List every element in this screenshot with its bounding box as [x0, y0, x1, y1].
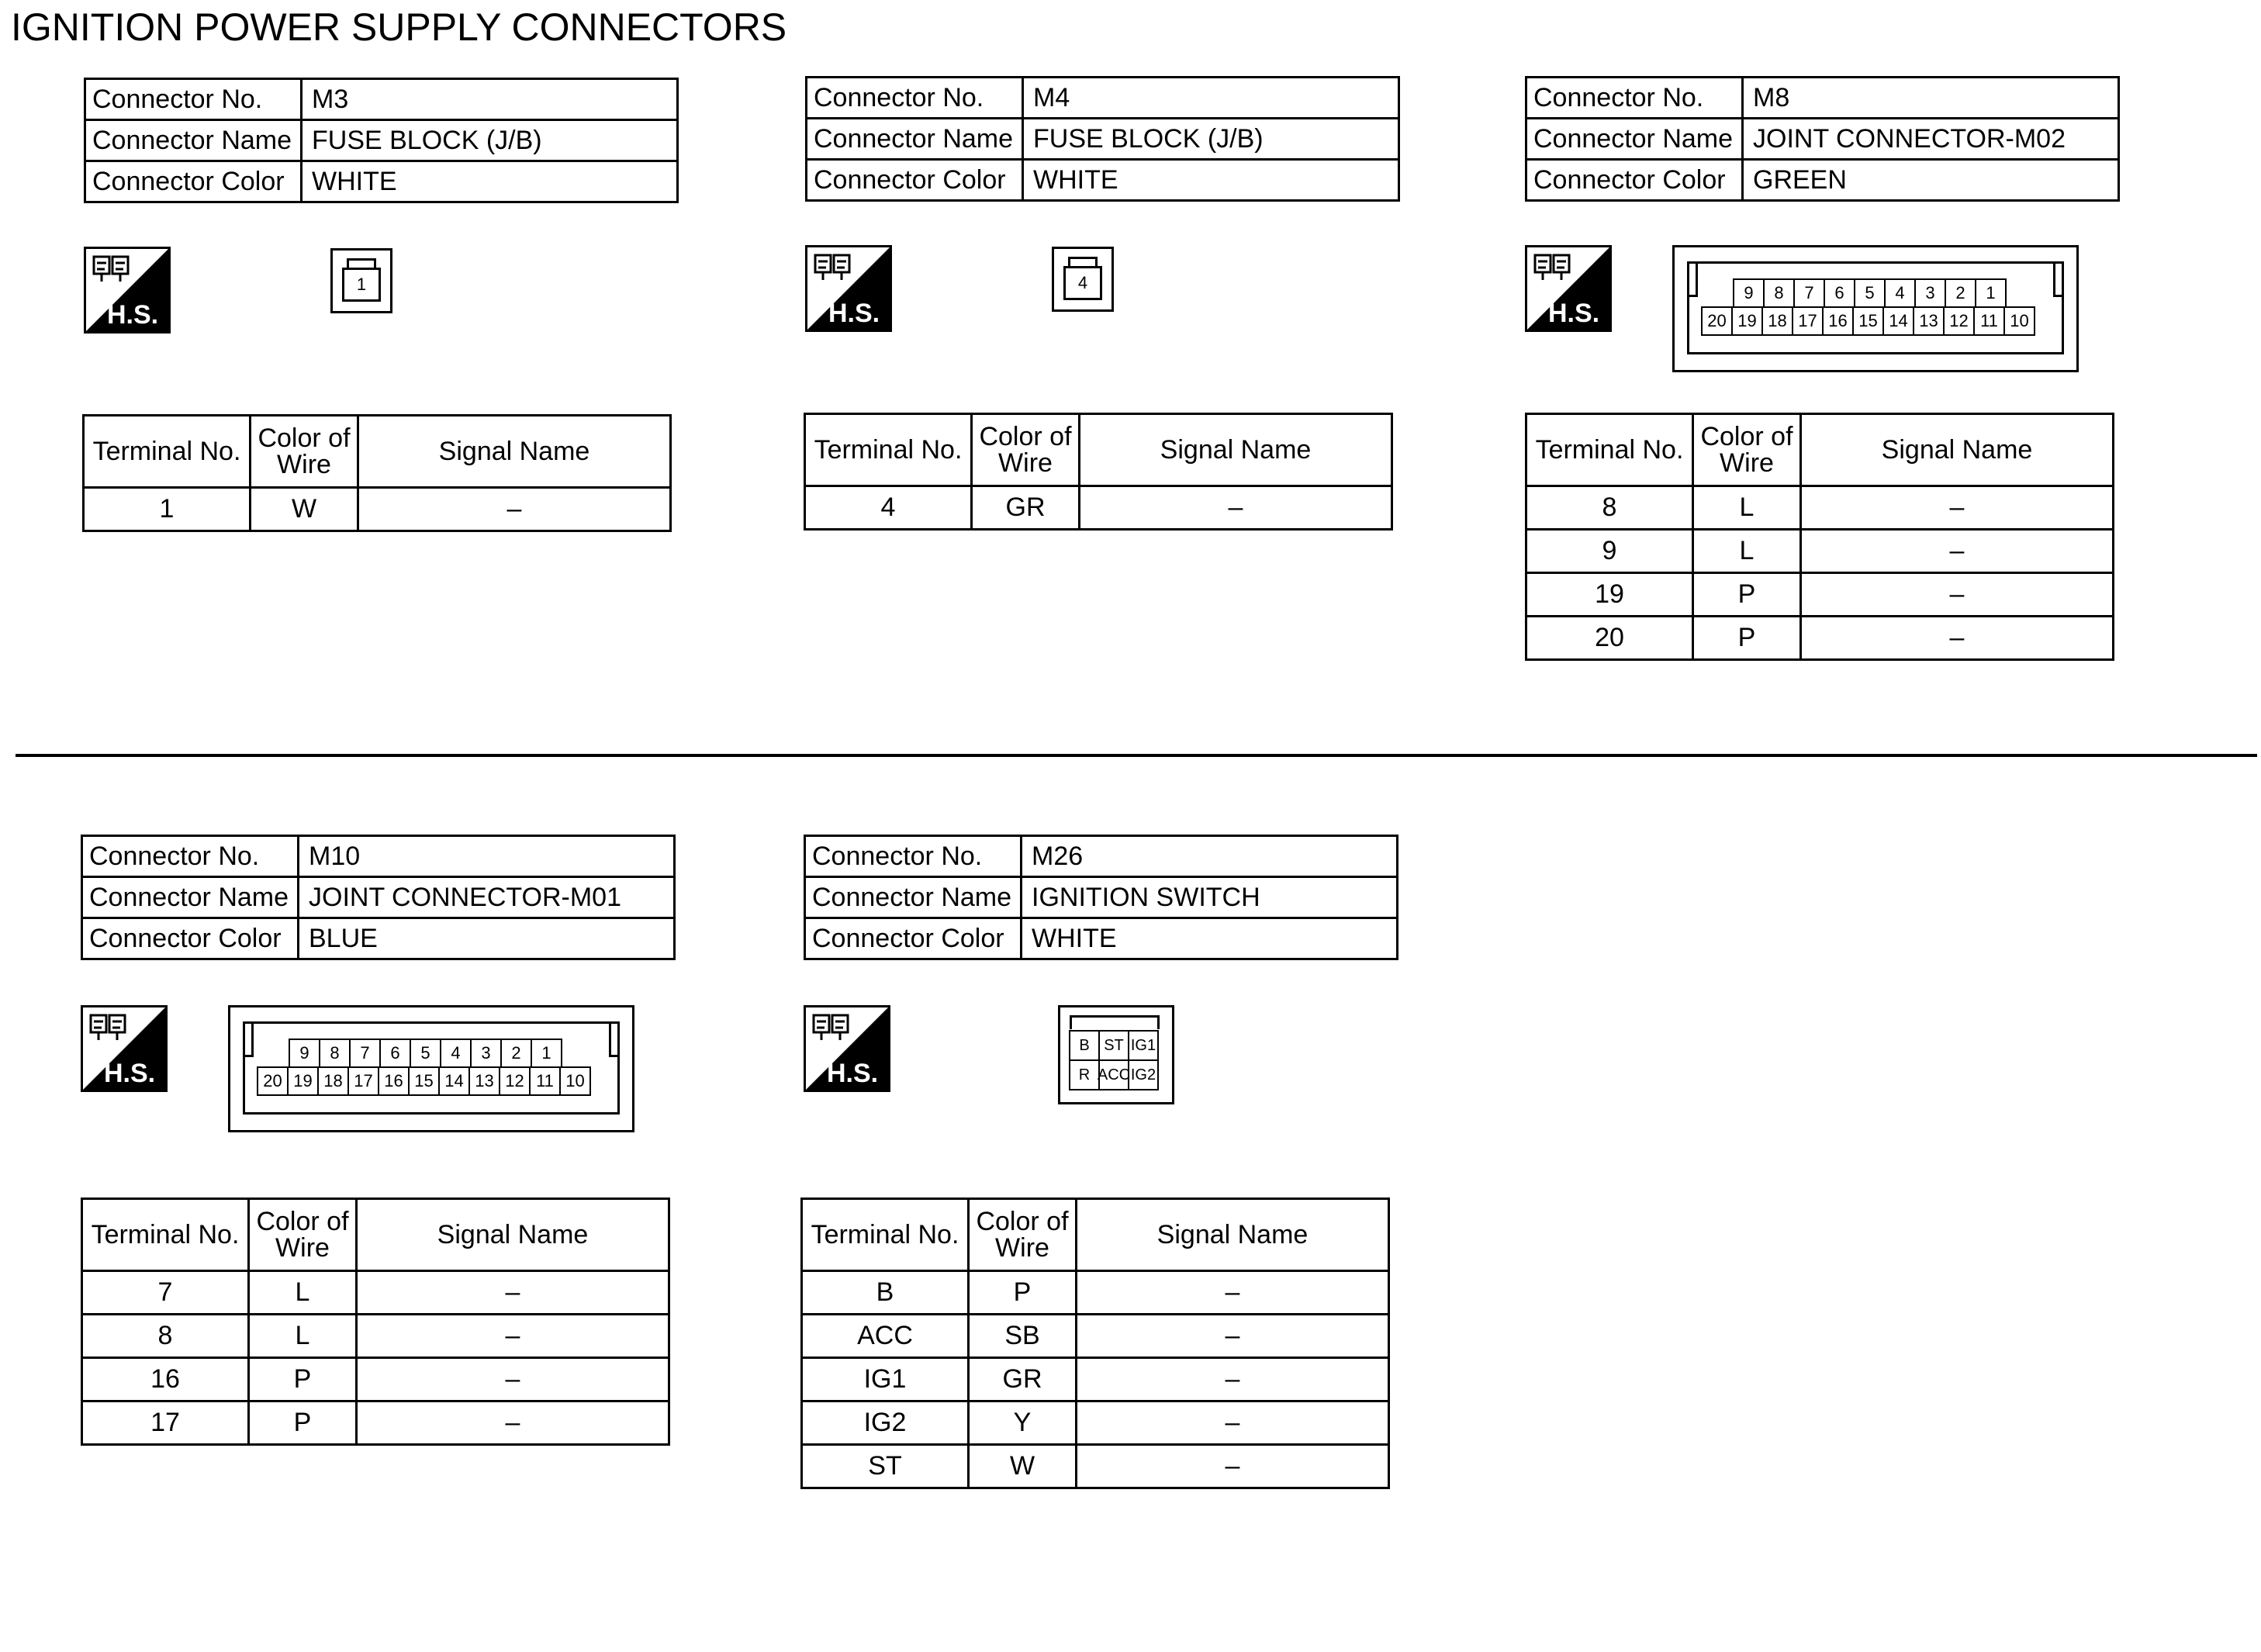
connector-info-table-m26 — [804, 835, 1398, 960]
terminal-no-cell: IG1 — [802, 1358, 969, 1401]
connector-face-latch — [347, 258, 376, 268]
signal-name-cell: – — [358, 488, 671, 531]
terminal-no-cell: 7 — [82, 1271, 249, 1315]
connector-name-label: Connector Name — [85, 120, 302, 161]
wire-color-cell: L — [249, 1315, 357, 1358]
terminal-table-m26 — [800, 1198, 1390, 1489]
terminal-table-header — [1526, 414, 2114, 486]
signal-name-cell: – — [357, 1315, 669, 1358]
signal-name-header: Signal Name — [358, 416, 671, 488]
svg-text:H.S.: H.S. — [826, 1059, 879, 1088]
connector-name-label: Connector Name — [805, 877, 1022, 918]
connector-name-row — [1526, 119, 2119, 160]
signal-name-cell: – — [1801, 573, 2114, 617]
wire-color-cell: P — [249, 1401, 357, 1445]
table-row — [802, 1271, 1389, 1315]
hs-harness-side-icon — [84, 247, 171, 334]
signal-name-header: Signal Name — [1080, 414, 1392, 486]
color-of-wire-header-line2: Wire — [277, 450, 331, 479]
terminal-no-header: Terminal No. — [82, 1199, 249, 1271]
connector-pin: 1 — [531, 1039, 562, 1068]
connector-number-label: Connector No. — [1526, 78, 1743, 119]
terminal-table-header — [805, 414, 1392, 486]
color-of-wire-header-line2: Wire — [1720, 448, 1774, 478]
connector-pin: 11 — [1973, 306, 2005, 336]
color-of-wire-header-line1: Color of — [256, 1207, 349, 1236]
color-of-wire-header — [1693, 414, 1801, 486]
color-of-wire-header-line1: Color of — [1700, 422, 1793, 451]
table-row — [82, 1358, 669, 1401]
terminal-no-cell: 17 — [82, 1401, 249, 1445]
table-row — [805, 486, 1392, 530]
terminal-no-header: Terminal No. — [1526, 414, 1693, 486]
terminal-no-cell: ST — [802, 1445, 969, 1488]
color-of-wire-header-line1: Color of — [976, 1207, 1069, 1236]
connector-number-value: M26 — [1022, 836, 1398, 877]
connector-name-row — [82, 877, 675, 918]
terminal-no-cell: 4 — [805, 486, 972, 530]
color-of-wire-header — [249, 1199, 357, 1271]
connector-name-value: JOINT CONNECTOR-M01 — [299, 877, 675, 918]
connector-name-row — [85, 120, 678, 161]
connector-color-value: WHITE — [302, 161, 678, 202]
connector-pin: 3 — [470, 1039, 502, 1068]
connector-pin: 17 — [347, 1066, 379, 1096]
connector-name-label: Connector Name — [82, 877, 299, 918]
color-of-wire-header-line1: Color of — [258, 423, 351, 453]
hs-harness-side-icon — [804, 1005, 890, 1092]
connector-color-label: Connector Color — [807, 160, 1023, 201]
connector-pin: 19 — [1731, 306, 1763, 336]
table-row — [82, 1315, 669, 1358]
connector-pin: 18 — [317, 1066, 349, 1096]
connector-info-table-m8 — [1525, 76, 2120, 202]
connector-number-value: M8 — [1743, 78, 2119, 119]
signal-name-cell: – — [1801, 530, 2114, 573]
table-row — [82, 1401, 669, 1445]
connector-number-value: M10 — [299, 836, 675, 877]
table-row — [1526, 486, 2114, 530]
signal-name-cell: – — [357, 1401, 669, 1445]
color-of-wire-header-line2: Wire — [998, 448, 1053, 478]
terminal-no-cell: 19 — [1526, 573, 1693, 617]
connector-number-row — [1526, 78, 2119, 119]
terminal-no-cell: 16 — [82, 1358, 249, 1401]
connector-name-row — [805, 877, 1398, 918]
hs-harness-side-icon — [805, 245, 892, 332]
wire-color-cell: Y — [969, 1401, 1077, 1445]
connector-pin: ACC — [1098, 1059, 1129, 1090]
table-row — [802, 1401, 1389, 1445]
terminal-no-cell: 20 — [1526, 617, 1693, 660]
connector-info-table-m3 — [84, 78, 679, 203]
color-of-wire-header-line2: Wire — [275, 1233, 330, 1263]
connector-name-value: FUSE BLOCK (J/B) — [302, 120, 678, 161]
terminal-table-m10 — [81, 1198, 670, 1446]
connector-number-value: M3 — [302, 79, 678, 120]
connector-face-diagram — [330, 248, 392, 313]
connector-pin: 17 — [1792, 306, 1824, 336]
connector-number-row — [82, 836, 675, 877]
connector-pin: B — [1069, 1030, 1100, 1061]
connector-pin: 14 — [1882, 306, 1914, 336]
wire-color-cell: SB — [969, 1315, 1077, 1358]
connector-number-label: Connector No. — [807, 78, 1023, 119]
connector-name-value: JOINT CONNECTOR-M02 — [1743, 119, 2119, 160]
connector-pin: 13 — [468, 1066, 500, 1096]
connector-pin: 5 — [410, 1039, 441, 1068]
hs-harness-side-icon — [81, 1005, 168, 1092]
connector-color-row — [85, 161, 678, 202]
pin-row-bottom — [1701, 306, 2035, 336]
connector-number-label: Connector No. — [85, 79, 302, 120]
table-row — [802, 1358, 1389, 1401]
connector-pin: 7 — [349, 1039, 381, 1068]
connector-color-label: Connector Color — [805, 918, 1022, 959]
wire-color-cell: L — [249, 1271, 357, 1315]
connector-face-latch — [1070, 1015, 1160, 1029]
connector-number-label: Connector No. — [82, 836, 299, 877]
terminal-table-m4 — [804, 413, 1393, 531]
terminal-no-header: Terminal No. — [805, 414, 972, 486]
terminal-no-cell: 9 — [1526, 530, 1693, 573]
signal-name-cell: – — [1077, 1358, 1389, 1401]
connector-pin: IG2 — [1128, 1059, 1159, 1090]
wire-color-cell: GR — [972, 486, 1080, 530]
wire-color-cell: P — [969, 1271, 1077, 1315]
signal-name-cell: – — [1077, 1445, 1389, 1488]
connector-pin: 3 — [1914, 278, 1946, 308]
connector-name-row — [807, 119, 1399, 160]
connector-latch-left — [1687, 261, 1698, 297]
connector-info-table-m4 — [805, 76, 1400, 202]
connector-pin: 6 — [1824, 278, 1855, 308]
table-row — [802, 1315, 1389, 1358]
connector-pin: 9 — [289, 1039, 320, 1068]
signal-name-header: Signal Name — [1801, 414, 2114, 486]
connector-pin: 15 — [408, 1066, 440, 1096]
connector-pin: 12 — [499, 1066, 531, 1096]
svg-text:H.S.: H.S. — [103, 1059, 156, 1088]
wire-color-cell: P — [1693, 573, 1801, 617]
connector-pin: R — [1069, 1059, 1100, 1090]
pin-row-bottom — [257, 1066, 591, 1096]
terminal-table-m8 — [1525, 413, 2114, 661]
wire-color-cell: W — [969, 1445, 1077, 1488]
table-row — [1526, 573, 2114, 617]
connector-color-row — [807, 160, 1399, 201]
terminal-no-cell: 8 — [82, 1315, 249, 1358]
connector-pin: 1 — [1975, 278, 2007, 308]
connector-color-value: WHITE — [1023, 160, 1399, 201]
connector-pin: 11 — [529, 1066, 561, 1096]
connector-pin: 6 — [379, 1039, 411, 1068]
connector-pin: 2 — [500, 1039, 532, 1068]
svg-text:H.S.: H.S. — [106, 300, 159, 330]
connector-pin: 4 — [1884, 278, 1916, 308]
connector-number-row — [85, 79, 678, 120]
connector-name-label: Connector Name — [1526, 119, 1743, 160]
connector-pin: 19 — [287, 1066, 319, 1096]
connector-color-value: WHITE — [1022, 918, 1398, 959]
table-row — [802, 1445, 1389, 1488]
color-of-wire-header — [972, 414, 1080, 486]
terminal-table-header — [802, 1199, 1389, 1271]
terminal-no-header: Terminal No. — [802, 1199, 969, 1271]
terminal-no-cell: IG2 — [802, 1401, 969, 1445]
connector-pin: 2 — [1945, 278, 1976, 308]
wire-color-cell: L — [1693, 486, 1801, 530]
connector-latch-left — [243, 1021, 254, 1057]
connector-latch-right — [609, 1021, 620, 1057]
table-row — [1526, 617, 2114, 660]
color-of-wire-header — [251, 416, 358, 488]
connector-face-latch — [1068, 257, 1098, 266]
signal-name-cell: – — [1077, 1271, 1389, 1315]
signal-name-cell: – — [1801, 486, 2114, 530]
connector-face-diagram — [1672, 245, 2079, 372]
connector-info-table-m10 — [81, 835, 676, 960]
connector-pin: 13 — [1913, 306, 1945, 336]
connector-number-label: Connector No. — [805, 836, 1022, 877]
terminal-no-cell: 8 — [1526, 486, 1693, 530]
wire-color-cell: W — [251, 488, 358, 531]
signal-name-cell: – — [1077, 1315, 1389, 1358]
wire-color-cell: GR — [969, 1358, 1077, 1401]
connector-name-value: IGNITION SWITCH — [1022, 877, 1398, 918]
connector-color-row — [805, 918, 1398, 959]
connector-pin: 20 — [1701, 306, 1733, 336]
connector-color-row — [1526, 160, 2119, 201]
connector-face-diagram — [1052, 247, 1114, 312]
table-row — [82, 1271, 669, 1315]
connector-pin: 18 — [1761, 306, 1793, 336]
connector-pin: 16 — [378, 1066, 410, 1096]
connector-pin: 12 — [1943, 306, 1975, 336]
connector-color-label: Connector Color — [85, 161, 302, 202]
connector-color-value: GREEN — [1743, 160, 2119, 201]
hs-harness-side-icon — [1525, 245, 1612, 332]
connector-color-label: Connector Color — [82, 918, 299, 959]
svg-text:H.S.: H.S. — [828, 299, 880, 328]
connector-pin: 1 — [342, 268, 381, 302]
connector-pin: 9 — [1733, 278, 1765, 308]
connector-pin: 16 — [1822, 306, 1854, 336]
connector-pin: 4 — [440, 1039, 472, 1068]
wire-color-cell: L — [1693, 530, 1801, 573]
connector-pin: 20 — [257, 1066, 289, 1096]
signal-name-cell: – — [357, 1271, 669, 1315]
svg-text:H.S.: H.S. — [1547, 299, 1600, 328]
connector-pin-grid — [1070, 1031, 1158, 1090]
signal-name-header: Signal Name — [357, 1199, 669, 1271]
connector-number-row — [807, 78, 1399, 119]
section-divider — [16, 754, 2257, 757]
terminal-no-cell: ACC — [802, 1315, 969, 1358]
connector-pin: 10 — [2003, 306, 2035, 336]
table-row — [1526, 530, 2114, 573]
connector-name-value: FUSE BLOCK (J/B) — [1023, 119, 1399, 160]
connector-pin: 8 — [319, 1039, 351, 1068]
connector-latch-right — [2053, 261, 2064, 297]
connector-pin: 7 — [1793, 278, 1825, 308]
pin-row-top — [289, 1039, 562, 1068]
terminal-no-header: Terminal No. — [84, 416, 251, 488]
connector-pin: 4 — [1063, 266, 1102, 300]
color-of-wire-header-line2: Wire — [995, 1233, 1049, 1263]
table-row — [84, 488, 671, 531]
terminal-no-cell: B — [802, 1271, 969, 1315]
terminal-table-m3 — [82, 414, 672, 532]
connector-pin: IG1 — [1128, 1030, 1159, 1061]
color-of-wire-header — [969, 1199, 1077, 1271]
signal-name-cell: – — [1077, 1401, 1389, 1445]
signal-name-cell: – — [1801, 617, 2114, 660]
color-of-wire-header-line1: Color of — [979, 422, 1072, 451]
wire-color-cell: P — [249, 1358, 357, 1401]
connector-pin: 8 — [1763, 278, 1795, 308]
terminal-table-header — [82, 1199, 669, 1271]
connector-pin: 14 — [438, 1066, 470, 1096]
connector-name-label: Connector Name — [807, 119, 1023, 160]
terminal-table-header — [84, 416, 671, 488]
page-title: IGNITION POWER SUPPLY CONNECTORS — [11, 5, 787, 49]
pin-row-top — [1733, 278, 2007, 308]
connector-pin: 15 — [1852, 306, 1884, 336]
connector-pin: 5 — [1854, 278, 1886, 308]
signal-name-cell: – — [357, 1358, 669, 1401]
connector-number-row — [805, 836, 1398, 877]
connector-color-row — [82, 918, 675, 959]
connector-face-diagram — [228, 1005, 634, 1132]
connector-color-label: Connector Color — [1526, 160, 1743, 201]
connector-number-value: M4 — [1023, 78, 1399, 119]
connector-color-value: BLUE — [299, 918, 675, 959]
connector-pin: 10 — [559, 1066, 591, 1096]
signal-name-cell: – — [1080, 486, 1392, 530]
connector-pin: ST — [1098, 1030, 1129, 1061]
signal-name-header: Signal Name — [1077, 1199, 1389, 1271]
connector-face-diagram — [1058, 1005, 1174, 1104]
terminal-no-cell: 1 — [84, 488, 251, 531]
wire-color-cell: P — [1693, 617, 1801, 660]
